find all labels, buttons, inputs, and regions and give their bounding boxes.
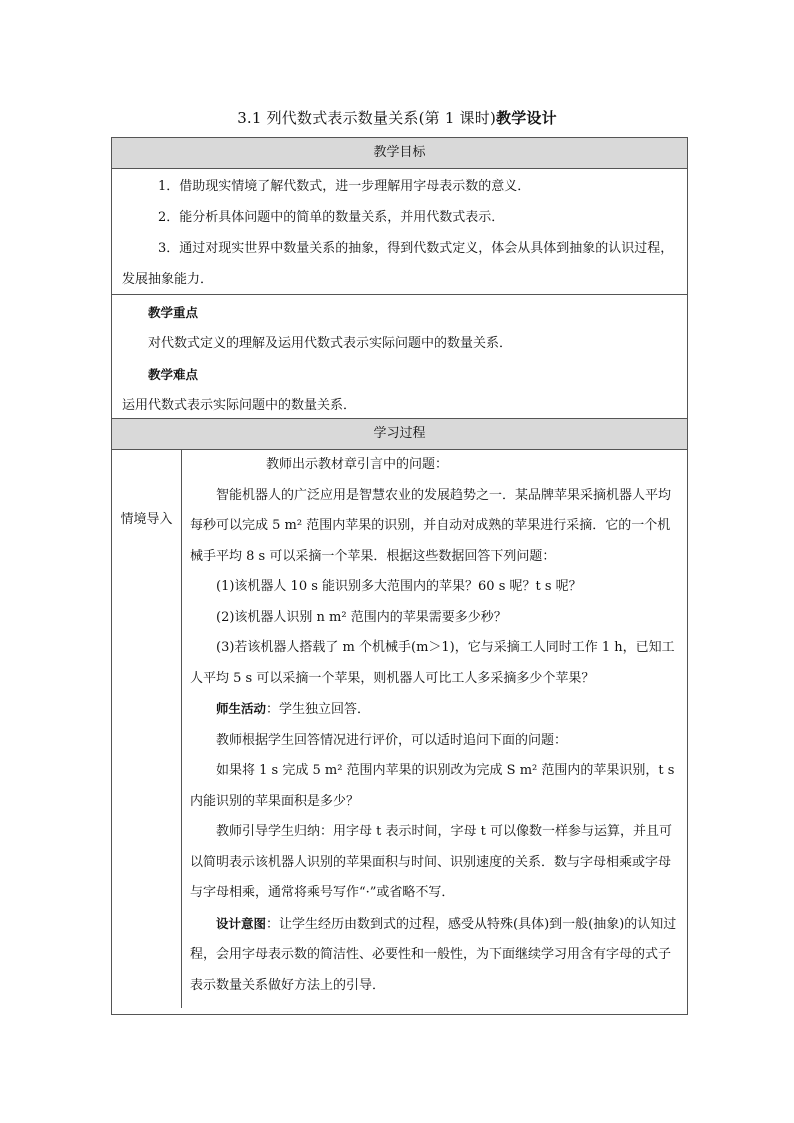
goals-header: 教学目标 (112, 138, 687, 169)
difficulty-label: 教学难点 (148, 367, 199, 382)
title-bold: 教学设计 (496, 109, 557, 127)
question-2: (2)该机器人识别 n m² 范围内的苹果需要多少秒？ (216, 609, 507, 625)
followup-question: 如果将 1 s 完成 5 m² 范围内苹果的识别改为完成 S m² 范围内的苹果识别，t s 内能识别的苹果面积是多少？ (190, 763, 675, 809)
question-1: (1)该机器人 10 s 能识别多大范围内的苹果？60 s 呢？t s 呢？ (216, 579, 582, 594)
process-header: 学习过程 (112, 419, 687, 450)
design-text: ：让学生经历由数到式的过程，感受从特殊(具体)到一般(抽象)的认知过程，会用字母表示数的简洁性、必要性和一般性，为下面继续学习用含有字母的式子表示数量关系做好方法上的引导． (190, 916, 677, 993)
focus-label: 教学重点 (148, 305, 199, 320)
activity-label: 师生活动 (216, 701, 267, 716)
summary-text: 教师引导学生归纳：用字母 t 表示时间，字母 t 可以像数一样参与运算，并且可以简明表示该机器人识别的苹果面积与时间、识别速度的关系．数与字母相乘或字母与字母相乘，通常将乘号写作“·”或省略不写． (190, 824, 672, 900)
evaluation-text: 教师根据学生回答情况进行评价，可以适时追问下面的问题： (216, 732, 568, 748)
activity-text: ：学生独立回答． (266, 702, 371, 717)
goals-section (112, 169, 687, 295)
difficulty-text: 运用代数式表示实际问题中的数量关系． (122, 398, 357, 413)
design-label: 设计意图 (216, 915, 267, 931)
activity-line (190, 694, 677, 726)
process-section (112, 450, 687, 1008)
goal-item: 3．通过对现实世界中数量关系的抽象，得到代数式定义，体会从具体到抽象的认识过程，发展抽象能力． (122, 241, 674, 287)
intro-text: 教师出示教材章引言中的问题： (266, 457, 449, 472)
focus-text: 对代数式定义的理解及运用代数式表示实际问题中的数量关系． (148, 336, 513, 351)
design-line (190, 909, 677, 1002)
problem-paragraph: 智能机器人的广泛应用是智慧农业的发展趋势之一．某品牌苹果采摘机器人平均每秒可以完成 5 m² 范围内苹果的识别，并自动对成熟的苹果进行采摘．它的一个机械手平均 8 s 可以采摘一个苹果．根据这些数据回答下列问题： (190, 487, 672, 564)
goal-item: 1．借助现实情境了解代数式，进一步理解用字母表示数的意义． (158, 179, 531, 194)
keys-section (112, 295, 687, 419)
document-title (0, 107, 794, 129)
goal-item: 2．能分析具体问题中的简单的数量关系，并用代数式表示． (158, 210, 505, 225)
title-main: 3.1 列代数式表示数量关系(第 1 课时) (237, 109, 496, 127)
stage-cell (112, 450, 182, 1008)
lesson-table (111, 137, 688, 1015)
stage-content (182, 450, 687, 1008)
stage-label: 情境导入 (120, 512, 173, 527)
question-3: (3)若该机器人搭载了 m 个机械手(m＞1)，它与采摘工人同时工作 1 h，已知工人平均 5 s 可以采摘一个苹果，则机器人可比工人多采摘多少个苹果？ (190, 640, 675, 686)
